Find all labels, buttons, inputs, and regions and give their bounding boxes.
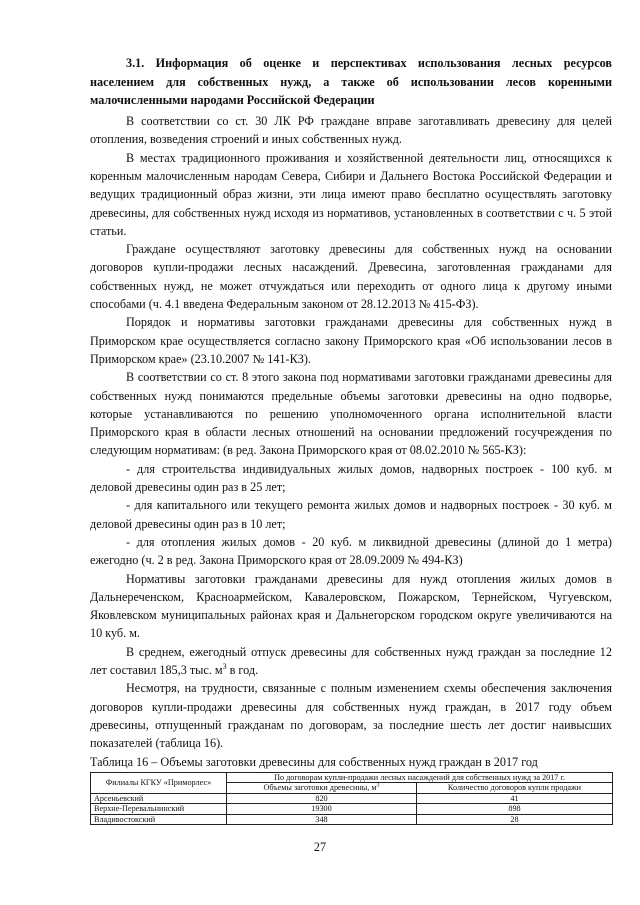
table-row [91, 793, 613, 804]
paragraph-1: В соответствии со ст. 30 ЛК РФ граждане вправе заготавливать древесину для целей отопления, возведения строений и иных собственных нужд. [90, 114, 612, 147]
table-16 [90, 772, 613, 826]
header-volume [227, 783, 417, 794]
table-caption: Таблица 16 – Объемы заготовки древесины для собственных нужд граждан в 2017 год [90, 754, 538, 769]
table-row [91, 814, 613, 825]
paragraph-2017: Несмотря, на трудности, связанные с полным изменением схемы обеспечения заключения договоров купли-продажи древесины для собственных нужд граждан, в 2017 году объем древесины, отпущенный гражданам по договорам, за последние шесть лет достиг наивысших показателей (таблица 16). [90, 681, 612, 751]
cell-volume: 820 [227, 793, 417, 804]
cell-branch: Верхне-Перевальнинский [91, 804, 227, 815]
header-group: По договорам купли-продажи лесных насаждений для собственных нужд за 2017 г. [227, 772, 613, 783]
list-item-construction: - для строительства индивидуальных жилых домов, надворных построек - 100 куб. м деловой древесины один раз в 25 лет; [90, 461, 612, 495]
list-item-repair: - для капитального или текущего ремонта жилых домов и надворных построек - 30 куб. м деловой древесины один раз в 10 лет; [90, 498, 612, 531]
paragraph-5: В соответствии со ст. 8 этого закона под нормативами заготовки гражданами древесины для собственных нужд понимаются предельные объемы заготовки древесины на одно подворье, которые устанавливаются по решению уполномоченного органа исполнительной власти Приморского края в области лесных отношений на основании предложений госучреждения по следующим нормативам: (в ред. Закона Приморского края от 08.02.2010 № 565-КЗ): [90, 370, 612, 458]
cell-volume: 348 [227, 814, 417, 825]
average-unit-sup: 3 [222, 661, 227, 671]
paragraph-norms-increase: Нормативы заготовки гражданами древесины для нужд отопления жилых домов в Дальнереченском, Красноармейском, Кавалеровском, Пожарском, Тернейском, Чугуевском, Яковлевском муниципальных районах края и Дальнегорском городском округе увеличиваются на 10 куб. м. [90, 571, 612, 641]
cell-contracts: 898 [417, 804, 613, 815]
list-item-heating: - для отопления жилых домов - 20 куб. м ликвидной древесины (длиной до 1 метра) ежегодно (ч. 2 в ред. Закона Приморского края от 28.09.2009 № 494-КЗ) [90, 534, 612, 568]
cell-contracts: 28 [417, 814, 613, 825]
average-tail: в год. [226, 663, 259, 678]
paragraph-4: Порядок и нормативы заготовки гражданами древесины для собственных нужд в Приморском крае осуществляется согласно закону Приморского края «Об использовании лесов в Приморском крае» (23.10.2007 № 141-КЗ). [90, 315, 612, 366]
cell-branch: Владивостокский [91, 814, 227, 825]
header-contracts: Количество договоров купли продажи [417, 783, 613, 794]
paragraph-3: Граждане осуществляют заготовку древесины для собственных нужд на основании договоров купли-продажи лесных насаждений. Древесина, заготовленная гражданами для собственных нужд, не может отчуждаться или переходить от одного лица к другому иными способами (ч. 4.1 введена Федеральным законом от 28.12.2013 № 415-ФЗ). [90, 242, 612, 312]
table-row [91, 804, 613, 815]
section-heading: 3.1. Информация об оценке и перспективах использования лесных ресурсов населением для собственных нужд, а также об использовании лесов коренными малочисленными народами Российской Федерации [90, 56, 612, 108]
header-volume-text: Объемы заготовки древесины, м [263, 783, 377, 793]
cell-contracts: 41 [417, 793, 613, 804]
header-volume-sup: 3 [376, 782, 380, 789]
table-header-row-1 [91, 772, 613, 783]
cell-volume: 19300 [227, 804, 417, 815]
paragraph-average [90, 643, 612, 680]
cell-branch: Арсеньевский [91, 793, 227, 804]
paragraph-2: В местах традиционного проживания и хозяйственной деятельности лиц, относящихся к коренным малочисленным народам Севера, Сибири и Дальнего Востока Российской Федерации и ведущих традиционный образ жизни, эти лица имеют право бесплатно осуществлять заготовку древесины, для собственных нужд исходя из нормативов, установленных в соответствии с ч. 5 этой статьи. [90, 150, 612, 238]
average-text: В среднем, ежегодный отпуск древесины для собственных нужд граждан за последние 12 лет составил 185,3 тыс. м [90, 644, 612, 678]
page-content [90, 54, 612, 825]
header-branch: Филиалы КГКУ «Приморлес» [91, 772, 227, 793]
page-number: 27 [313, 840, 327, 854]
